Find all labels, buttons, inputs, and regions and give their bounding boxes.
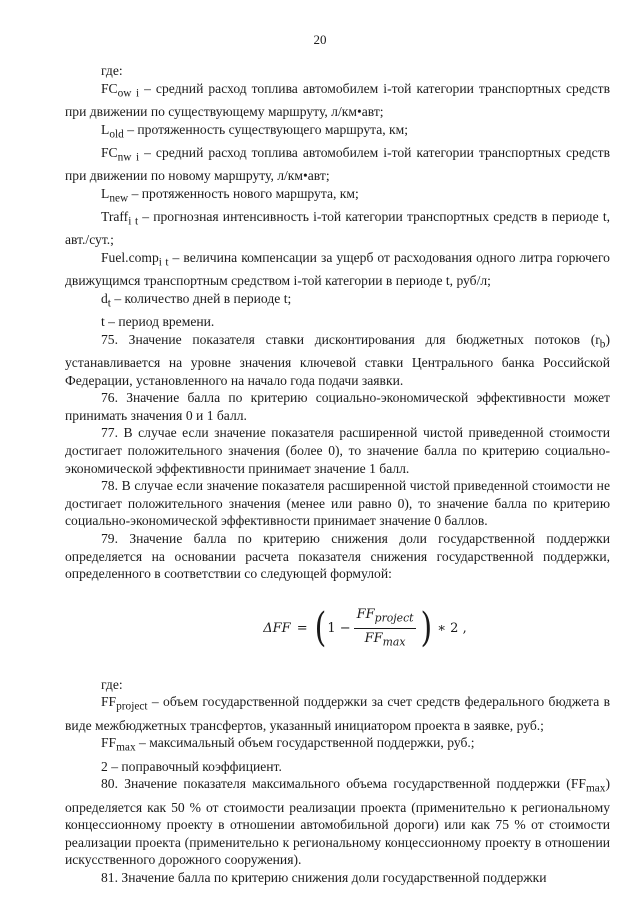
definition-traff: Traff$_{i t}$ – прогнозная интенсивность i-той категории транспортных средств в периоде t, авт./сут.; bbox=[65, 209, 610, 248]
definition-t: t – период времени. bbox=[101, 314, 215, 330]
formula-fraction bbox=[354, 605, 417, 652]
definition-fcow: $FC_{ow i}$ – средний расход топлива автомобилем i-той категории транспортных средств при движении по существующему маршруту, л/км•авт; bbox=[65, 80, 611, 119]
paragraph-76: 76. Значение балла по критерию социально-экономической эффективности может принимать значения 0 и 1 балл. bbox=[65, 390, 610, 423]
formula-numerator: $FF_{project}$ bbox=[354, 605, 417, 629]
where-label: где: bbox=[101, 63, 123, 78]
formula-numerator-subscript: project bbox=[374, 611, 414, 625]
formula-denominator: $FF_{max}$ bbox=[364, 631, 406, 649]
page-number: 20 bbox=[313, 32, 327, 47]
formula-multiplier: ∗ 2 , bbox=[437, 620, 467, 636]
definition-fuel-comp: Fuel.comp$_{i t}$ – величина компенсации за ущерб от расходования одного литра горючего движущимся транспортным средством i-той категории в периоде t, руб/л; bbox=[65, 249, 610, 289]
definition-dt: $d_t$ – количество дней в периоде t; bbox=[101, 290, 292, 310]
definition-coefficient: 2 – поправочный коэффициент. bbox=[101, 758, 282, 774]
definition-lold: $L_{old}$ – протяженность существующего маршрута, км; bbox=[101, 121, 409, 141]
paragraph-77: 77. В случае если значение показателя расширенной чистой приведенной стоимости достигает положительного значения (более 0), то значение балла по критерию социально-экономической эффективности принимает значение 1 балл. bbox=[65, 425, 610, 476]
paragraph-80: 80. Значение показателя максимального объема государственной поддержки $(FF_{max})$ определяется как 50 % от стоимости реализации проекта (применительно к региональному концессионному проекту в отношении автомобильной дороги) или как 75 % от стоимости реализации проекта (применительно к региональному концессионному проекту в отношении искусственного дорожного сооружения). bbox=[65, 776, 610, 868]
formula-denominator-subscript: max bbox=[382, 635, 406, 649]
paragraph-79: 79. Значение балла по критерию снижения доли государственной поддержки определяется на основании расчета показателя снижения государственной поддержки, определенного в соответствии со следующей формулой: bbox=[65, 531, 610, 582]
formula-right-paren: ) bbox=[420, 604, 433, 652]
formula-left-paren: ( bbox=[314, 604, 327, 652]
page-body bbox=[65, 62, 610, 886]
formula-lhs: ΔFF bbox=[263, 620, 291, 636]
paragraph-75: 75. Значение показателя ставки дисконтирования для бюджетных потоков $(r_b)$ устанавливается на уровне значения ключевой ставки Центрального банка Российской Федерации, установленного на начало года подачи заявки. bbox=[65, 331, 610, 388]
definition-fcnw: $FC_{nw i}$ – средний расход топлива автомобилем i-той категории транспортных средств при движении по новому маршруту, л/км•авт; bbox=[65, 144, 611, 184]
formula-equals: = bbox=[296, 620, 308, 636]
paragraph-81: 81. Значение балла по критерию снижения доли государственной поддержки bbox=[101, 869, 547, 885]
definition-ffmax: $FF_{max}$ – максимальный объем государственной поддержки, руб.; bbox=[101, 735, 475, 754]
where-label-2: где: bbox=[101, 676, 123, 692]
formula-one-minus: 1 − bbox=[327, 620, 351, 636]
definition-ffproject: $FF_{project}$ – объем государственной поддержки за счет средств федерального бюджета в виде межбюджетных трансфертов, указанный инициатором проекта в заявке, руб.; bbox=[65, 694, 610, 733]
formula-delta-ff bbox=[65, 606, 610, 652]
paragraph-78: 78. В случае если значение показателя расширенной чистой приведенной стоимости не достигает положительного значения (менее или равно 0), то значение балла по критерию социально-экономической эффективности принимает значение 0 баллов. bbox=[65, 478, 610, 529]
definition-lnew: $L_{new}$ – протяженность нового маршрута, км; bbox=[101, 185, 359, 205]
